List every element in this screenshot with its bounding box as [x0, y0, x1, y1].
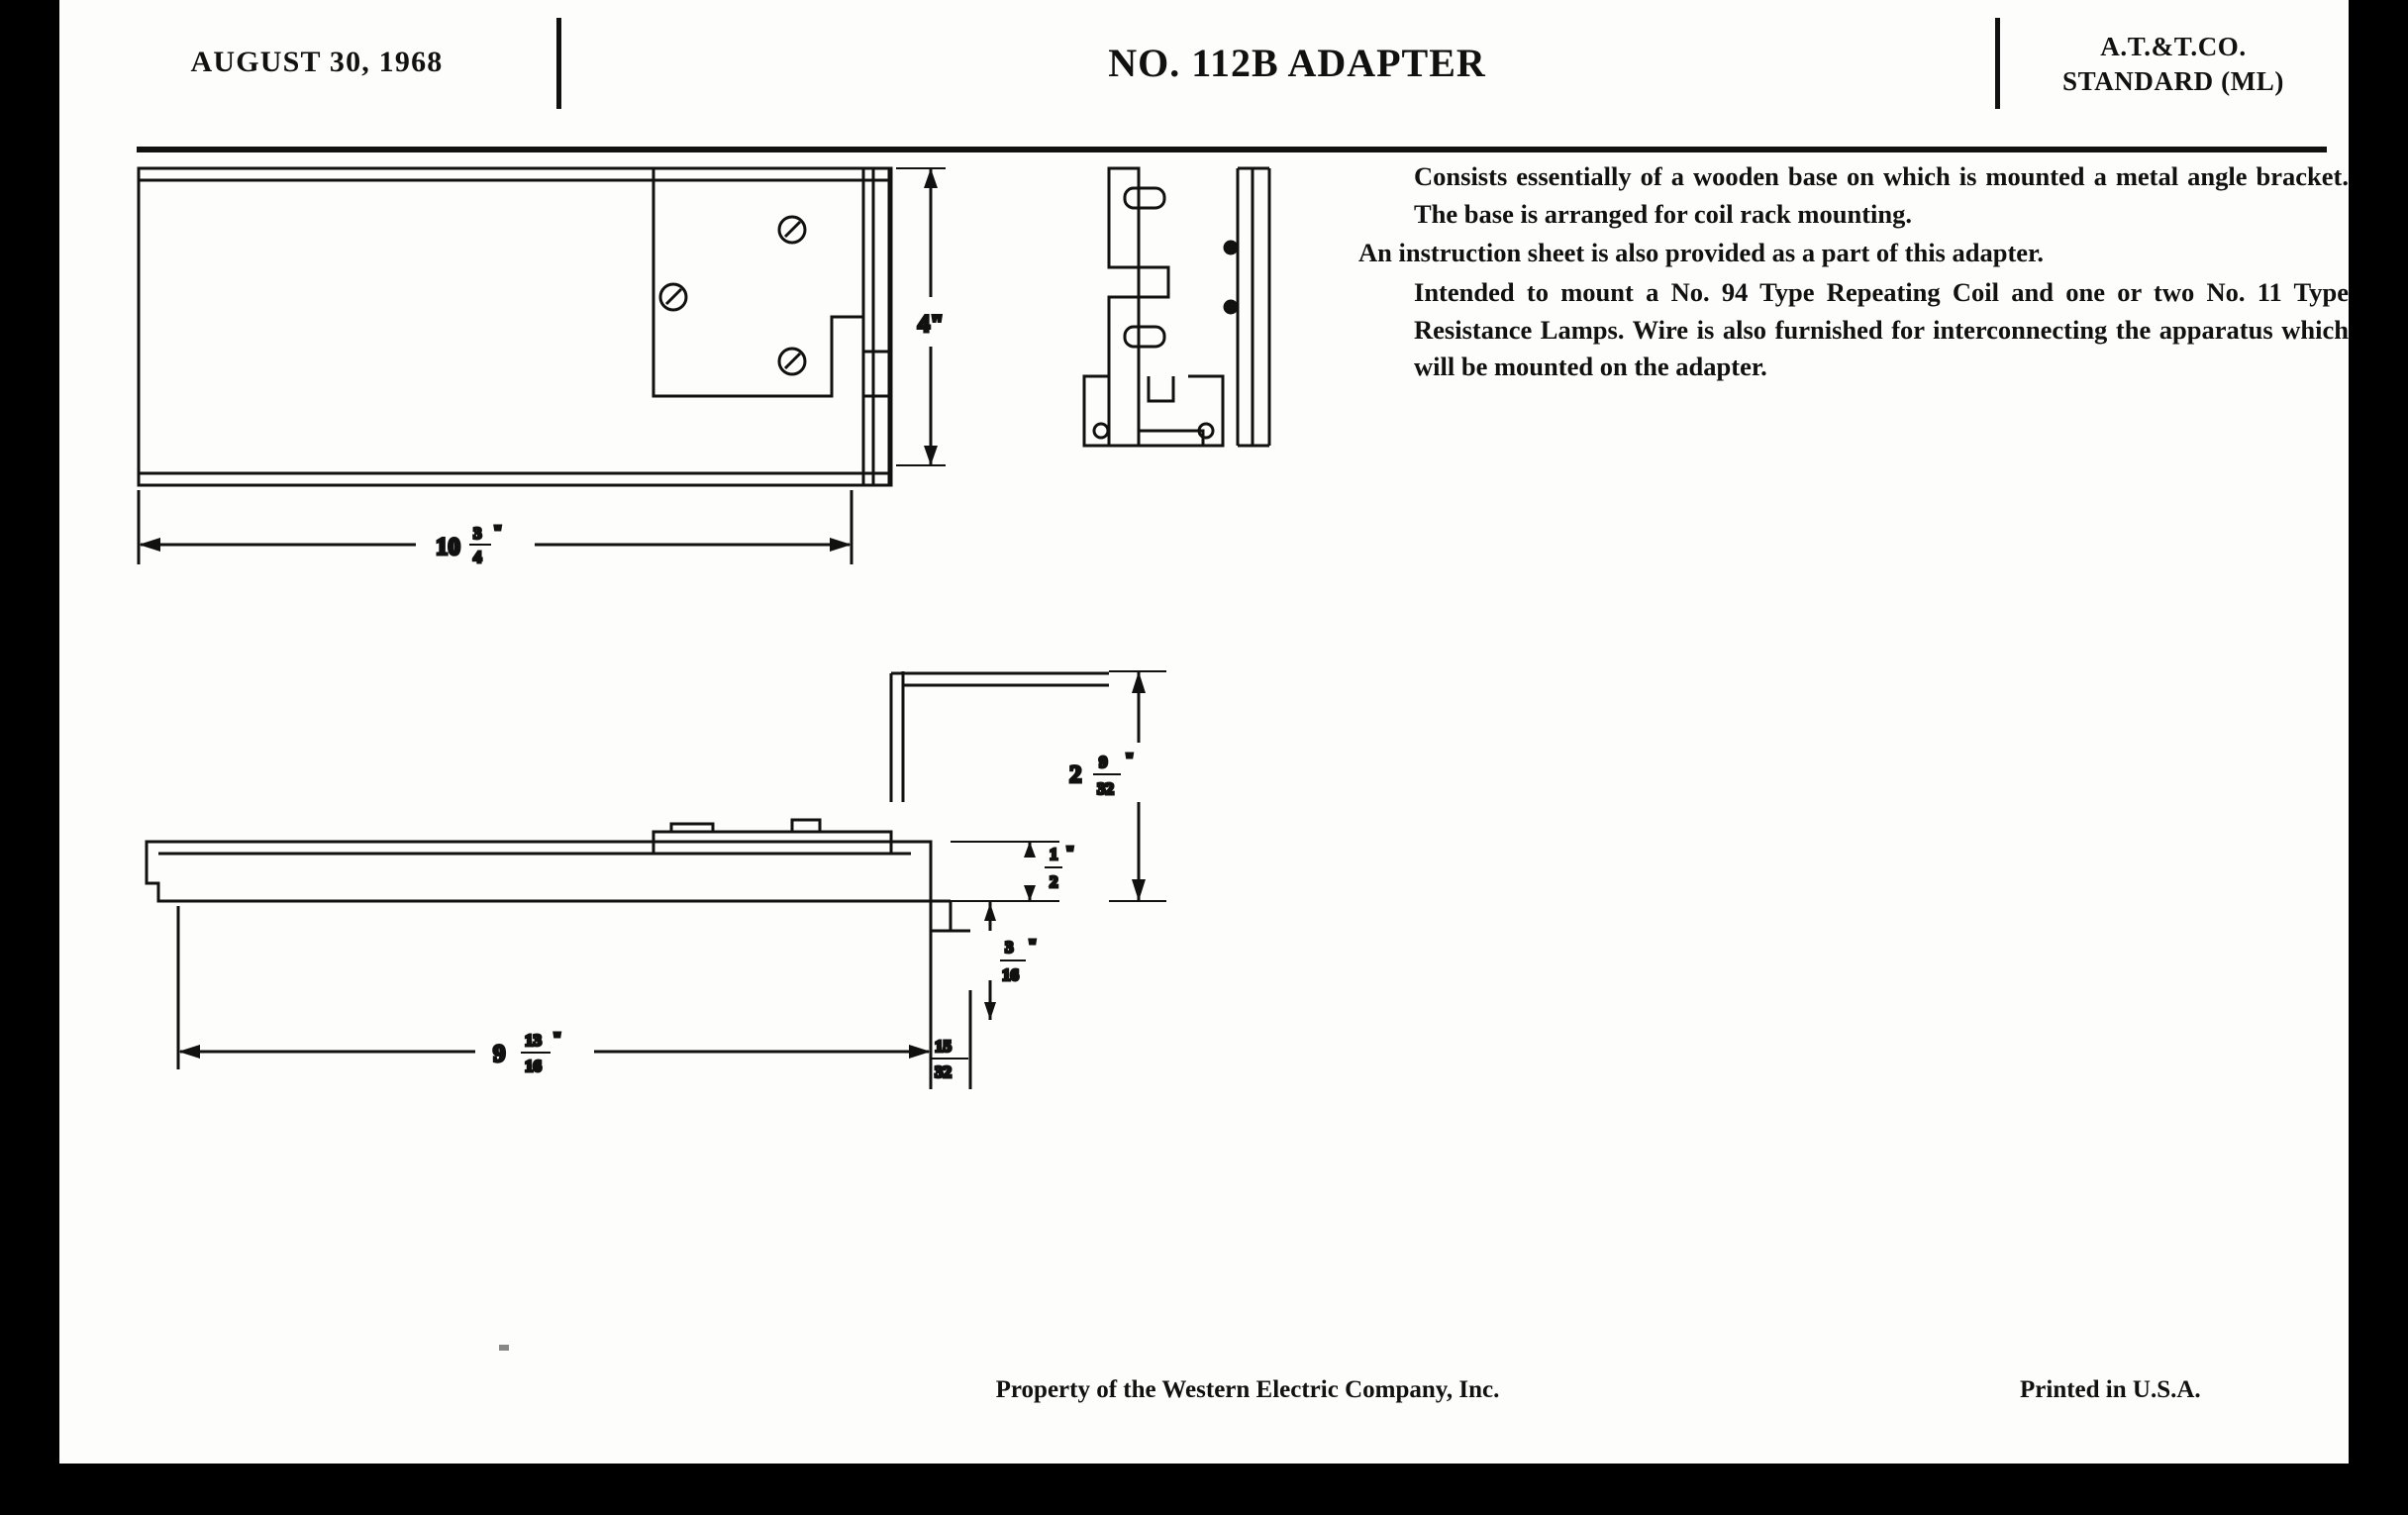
dimension-label-3-16-den: 16 — [1002, 965, 1019, 984]
page-title: NO. 112B ADAPTER — [1108, 41, 1486, 85]
page-header — [59, 0, 2349, 129]
header-divider-right — [1995, 18, 2000, 109]
dimension-thickness-1-2 — [951, 842, 1059, 901]
dimension-label-2-9-32-num: 9 — [1099, 753, 1108, 771]
dimension-label-3-16-unit: " — [1028, 936, 1038, 955]
dimension-label-10-3-4: 10 — [436, 534, 460, 560]
document-page — [59, 0, 2349, 1464]
dimension-label-15-32-den: 32 — [935, 1062, 952, 1081]
header-company — [2015, 30, 2332, 98]
dimension-label-1-2-unit: " — [1065, 843, 1075, 861]
side-view-of-adapter — [147, 671, 1109, 931]
description-paragraph-1: Consists essentially of a wooden base on which is mounted a metal angle bracket. The base is arranged for coil rack mounting. — [1414, 161, 2349, 229]
header-date: AUGUST 30, 1968 — [190, 46, 444, 78]
top-view-of-adapter — [139, 168, 891, 485]
header-company-line2: STANDARD (ML) — [2061, 65, 2285, 96]
engineering-drawing — [59, 149, 2349, 1238]
dimension-label-4in: 4" — [917, 311, 945, 338]
page-smudge — [499, 1345, 509, 1351]
dimension-label-1-2-den: 2 — [1050, 872, 1058, 891]
dimension-label-2-9-32-den: 32 — [1097, 779, 1114, 798]
dimension-label-9-13-16-den: 16 — [525, 1057, 542, 1075]
dimension-height-2-9-32 — [1109, 671, 1166, 901]
dimension-label-3-16-num: 3 — [1005, 938, 1014, 957]
end-view-of-bracket — [1084, 168, 1269, 446]
dimension-label-9-13-16-unit: " — [552, 1029, 562, 1048]
dimension-label-9-13-16: 9 — [493, 1041, 506, 1067]
footer-printed-in: Printed in U.S.A. — [2020, 1376, 2201, 1403]
header-divider-left — [556, 18, 561, 109]
footer-property-notice: Property of the Western Electric Company, Inc. — [995, 1376, 1500, 1403]
dimension-label-1-2-num: 1 — [1050, 845, 1058, 863]
description-paragraph-2: An instruction sheet is also provided as a part of this adapter. — [1358, 238, 2045, 268]
dimension-label-15-32-num: 15 — [935, 1037, 952, 1056]
dimension-label-10-3-4-den: 4 — [473, 548, 482, 566]
dimension-label-9-13-16-num: 13 — [525, 1031, 542, 1050]
header-company-line1: A.T.&T.CO. — [2100, 32, 2247, 61]
dimension-label-10-3-4-num: 3 — [473, 524, 482, 543]
dimension-label-2-9-32: 2 — [1069, 761, 1082, 788]
dimension-thickness-3-16 — [984, 901, 996, 1020]
description-paragraph-3: Intended to mount a No. 94 Type Repeating Coil and one or two No. 11 Type Resistance Lamps. Wire is also furnished for interconnecting the apparatus which will be mounted on the adapter. — [1414, 276, 2349, 382]
dimension-label-10-3-4-unit: " — [493, 522, 503, 541]
dimension-label-2-9-32-unit: " — [1125, 750, 1135, 768]
